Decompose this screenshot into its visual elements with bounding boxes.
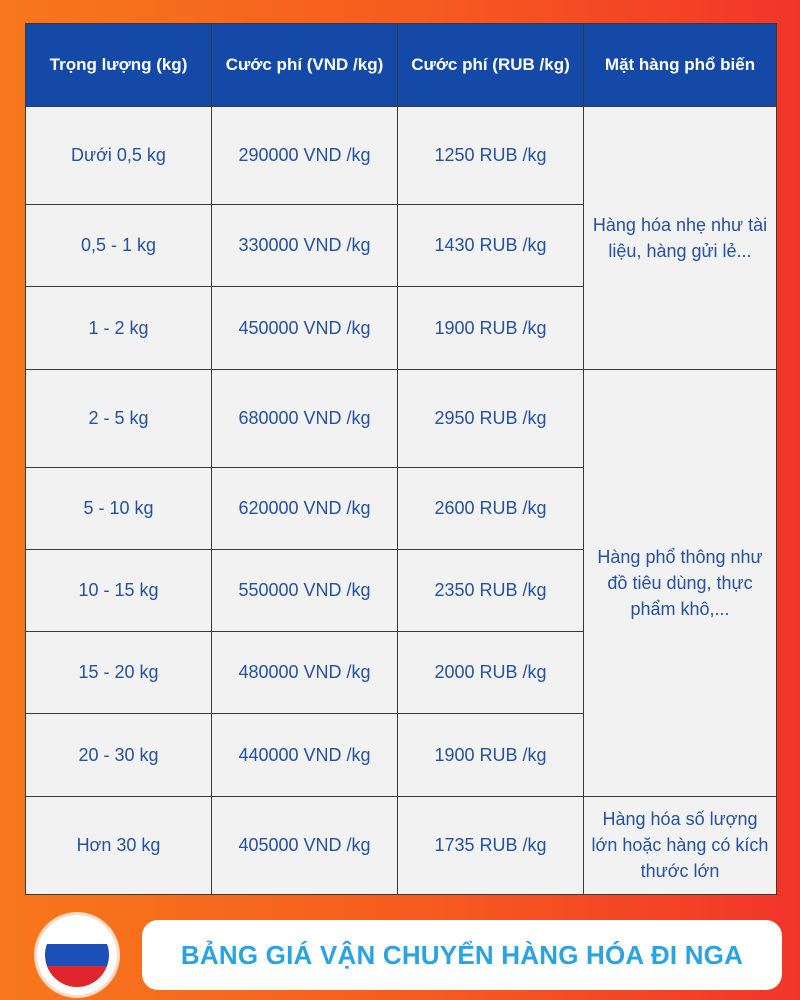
cell-goods-note: Hàng hóa nhẹ như tài liệu, hàng gửi lẻ... xyxy=(584,107,777,370)
cell-price-vnd: 330000 VND /kg xyxy=(212,205,398,287)
cell-goods-note: Hàng hóa số lượng lớn hoặc hàng có kích thước lớn xyxy=(584,796,777,894)
header-common-goods: Mặt hàng phổ biến xyxy=(584,24,777,107)
cell-weight: 0,5 - 1 kg xyxy=(26,205,212,287)
table-row xyxy=(26,107,777,205)
cell-price-rub: 1735 RUB /kg xyxy=(398,796,584,894)
cell-price-rub: 1250 RUB /kg xyxy=(398,107,584,205)
cell-goods-note: Hàng phổ thông như đồ tiêu dùng, thực phẩm khô,... xyxy=(584,369,777,796)
flag-stripe-blue xyxy=(45,944,109,965)
cell-price-rub: 2950 RUB /kg xyxy=(398,369,584,467)
page-title-box xyxy=(142,920,782,990)
cell-weight: 1 - 2 kg xyxy=(26,287,212,369)
cell-price-vnd: 680000 VND /kg xyxy=(212,369,398,467)
cell-weight: 20 - 30 kg xyxy=(26,714,212,796)
header-price-vnd: Cước phí (VND /kg) xyxy=(212,24,398,107)
cell-price-rub: 2600 RUB /kg xyxy=(398,467,584,549)
cell-price-vnd: 550000 VND /kg xyxy=(212,550,398,632)
cell-weight: Hơn 30 kg xyxy=(26,796,212,894)
table-header-row xyxy=(26,24,777,107)
flag-stripe-white xyxy=(45,923,109,944)
cell-weight: 10 - 15 kg xyxy=(26,550,212,632)
cell-price-vnd: 290000 VND /kg xyxy=(212,107,398,205)
cell-price-rub: 1430 RUB /kg xyxy=(398,205,584,287)
cell-price-vnd: 405000 VND /kg xyxy=(212,796,398,894)
price-table xyxy=(25,23,777,895)
cell-price-vnd: 620000 VND /kg xyxy=(212,467,398,549)
cell-weight: Dưới 0,5 kg xyxy=(26,107,212,205)
price-table-container xyxy=(25,23,776,895)
header-price-rub: Cước phí (RUB /kg) xyxy=(398,24,584,107)
cell-price-rub: 2000 RUB /kg xyxy=(398,632,584,714)
footer-banner xyxy=(0,905,800,1000)
table-row xyxy=(26,796,777,894)
cell-price-rub: 1900 RUB /kg xyxy=(398,714,584,796)
header-weight: Trọng lượng (kg) xyxy=(26,24,212,107)
cell-weight: 2 - 5 kg xyxy=(26,369,212,467)
flag-stripe-red xyxy=(45,966,109,987)
page-title: BẢNG GIÁ VẬN CHUYỂN HÀNG HÓA ĐI NGA xyxy=(180,939,744,970)
cell-weight: 5 - 10 kg xyxy=(26,467,212,549)
table-row xyxy=(26,369,777,467)
cell-price-vnd: 480000 VND /kg xyxy=(212,632,398,714)
flag-circle xyxy=(45,923,109,987)
russia-flag-icon xyxy=(37,915,117,995)
cell-price-rub: 2350 RUB /kg xyxy=(398,550,584,632)
cell-price-vnd: 450000 VND /kg xyxy=(212,287,398,369)
cell-weight: 15 - 20 kg xyxy=(26,632,212,714)
cell-price-vnd: 440000 VND /kg xyxy=(212,714,398,796)
cell-price-rub: 1900 RUB /kg xyxy=(398,287,584,369)
